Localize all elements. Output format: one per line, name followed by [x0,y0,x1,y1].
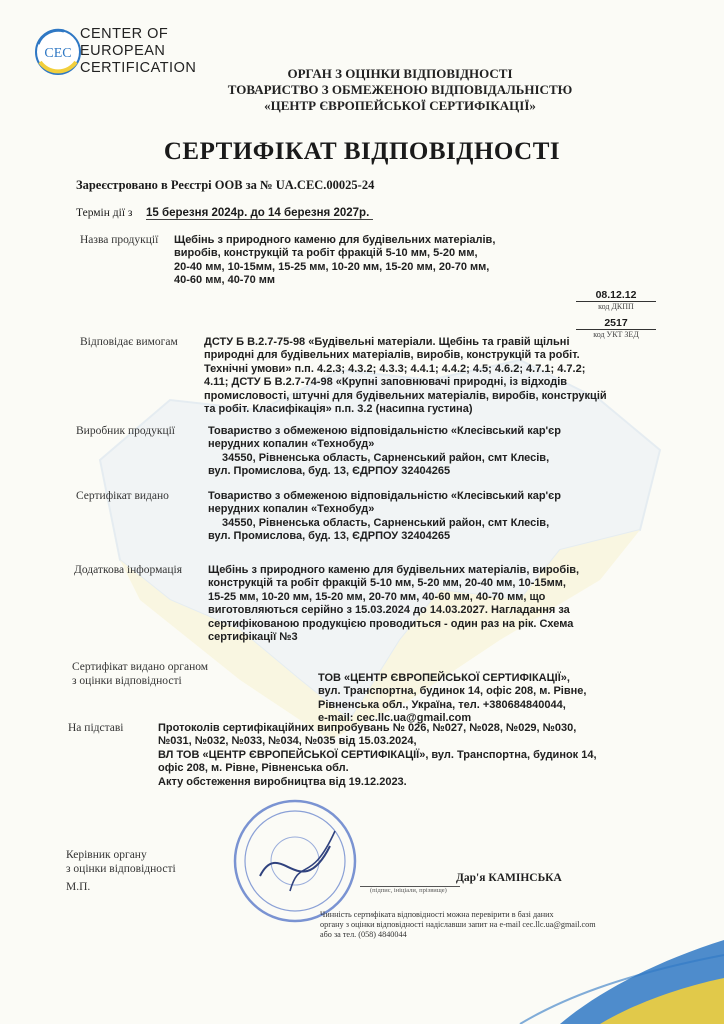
additional-label: Додаткова інформація [74,564,183,576]
term-value: 15 березня 2024р. до 14 березня 2027р. [146,207,373,220]
requirements-line: Технічні умови» п.п. 4.2.3; 4.3.2; 4.3.3; 4.4.1; 4.4.2; 4.5; 4.6.2; 4.7.1; 4.7.2; [204,362,586,375]
issuer-line: Рівненська обл., Україна, тел. +380684840044, [318,698,566,711]
requirements-line: промисловості, штучні для будівельних матеріалів, виробів, конструкцій [204,389,607,402]
note-line: або за тел. (058) 4840044 [320,930,407,939]
manufacturer-line: 34550, Рівненська область, Сарненський район, смт Клесів, [222,451,550,464]
term-label: Термін дії з [76,207,133,219]
org-line-2: ТОВАРИСТВО З ОБМЕЖЕНОЮ ВІДПОВІДАЛЬНІСТЮ [227,82,573,97]
mp-label: М.П. [66,881,91,893]
issued-to-text [208,490,668,544]
additional-line: сертифікованою продукцією проводиться - один раз на рік. Схема [208,617,574,630]
issued-to-line: нерудних копалин «Технобуд» [208,503,375,516]
additional-text [208,564,668,644]
manufacturer-line: Товариство з обмеженою відповідальністю «Клесівський кар'єр [208,425,561,437]
issuer-label-line: з оцінки відповідності [72,675,182,687]
verification-note [320,910,660,940]
additional-line: 15-25 мм, 10-20 мм, 15-20 мм, 20-70 мм, 40-60 мм, 40-70 мм, що [208,590,546,603]
registration-number: Зареєстровано в Реєстрі ООВ за № UA.CEC.00025-24 [76,178,375,192]
basis-line: ВЛ ТОВ «ЦЕНТР ЄВРОПЕЙСЬКОЇ СЕРТИФІКАЦІЇ», вул. Транспортна, будинок 14, [158,748,597,761]
product-line: 40-60 мм, 40-70 мм [174,274,276,287]
uktzed-code: 2517 [576,318,656,330]
issued-to-line: вул. Промислова, буд. 13, ЄДРПОУ 32404265 [208,530,451,543]
org-line-1: ОРГАН З ОЦІНКИ ВІДПОВІДНОСТІ [287,66,513,81]
additional-line: Щебінь з природного каменю для будівельних матеріалів, виробів, [208,564,580,576]
basis-line: Акту обстеження виробництва від 19.12.2023. [158,775,407,788]
issued-to-label: Сертифікат видано [76,490,169,502]
head-label-line: з оцінки відповідності [66,863,176,875]
org-line-3: «ЦЕНТР ЄВРОПЕЙСЬКОЇ СЕРТИФІКАЦІЇ» [264,98,536,113]
requirements-text [204,336,664,416]
additional-line: конструкцій та робіт фракцій 5-10 мм, 5-20 мм, 20-40 мм, 10-15мм, [208,577,566,590]
cec-logo-text [80,26,196,77]
manufacturer-line: вул. Промислова, буд. 13, ЄДРПОУ 32404265 [208,465,451,478]
product-line: Щебінь з природного каменю для будівельних матеріалів, [174,234,496,246]
note-line: органу з оцінки відповідності надіславши запит на e-mail cec.llc.ua@gmail.com [320,920,596,929]
svg-text:CEC: CEC [44,46,72,61]
basis-label: На підставі [68,722,124,734]
head-label-line: Керівник органу [66,849,147,861]
note-line: Чинність сертифіката відповідності можна перевірити в базі даних [320,910,554,919]
cec-emblem-icon [34,28,82,76]
dkpp-caption: код ДКПП [598,302,634,311]
product-label: Назва продукції [80,234,159,246]
requirements-label: Відповідає вимогам [80,336,178,348]
issued-to-line: Товариство з обмеженою відповідальністю «Клесівський кар'єр [208,490,561,502]
manufacturer-label: Виробник продукції [76,425,176,437]
requirements-line: ДСТУ Б В.2.7-75-98 «Будівельні матеріали. Щебінь та гравій щільні [204,336,570,348]
issuer-label-line: Сертифікат видано органом [72,661,209,673]
basis-line: №031, №032, №033, №034, №035 від 15.03.2024, [158,735,417,748]
logo-line-2: EUROPEAN [80,43,166,59]
head-name: Дар'я КАМІНСЬКА [456,872,562,884]
product-line: виробів, конструкцій та робіт фракцій 5-10 мм, 5-20 мм, [174,247,478,260]
dkpp-code: 08.12.12 [576,290,656,302]
additional-line: сертифікації №3 [208,631,298,644]
issuer-line: вул. Транспортна, будинок 14, офіс 208, м. Рівне, [318,685,587,698]
official-stamp [230,796,360,926]
logo-line-3: CERTIFICATION [80,60,197,76]
issuer-text [318,672,658,726]
logo-line-1: CENTER OF [80,26,169,42]
issued-to-line: 34550, Рівненська область, Сарненський район, смт Клесів, [222,516,550,529]
certificate-title: СЕРТИФІКАТ ВІДПОВІДНОСТІ [163,138,561,165]
issuer-line: e-mail: cec.llc.ua@gmail.com [318,712,472,725]
requirements-line: природні для будівельних матеріалів, виробів, конструкцій та робіт. [204,349,580,362]
issuer-label [72,660,208,688]
signature-caption: (підпис, ініціали, прізвище) [370,887,447,894]
org-header [180,66,620,114]
basis-text [158,722,658,789]
basis-line: офіс 208, м. Рівне, Рівненська обл. [158,762,349,775]
issuer-line: ТОВ «ЦЕНТР ЄВРОПЕЙСЬКОЇ СЕРТИФІКАЦІЇ», [318,672,570,684]
manufacturer-text [208,425,668,479]
requirements-line: 4.11; ДСТУ Б В.2.7-74-98 «Крупні заповнювачі природні, із відходів [204,376,568,389]
head-label [66,848,176,894]
manufacturer-line: нерудних копалин «Технобуд» [208,438,375,451]
uktzed-caption: код УКТ ЗЕД [593,330,639,339]
additional-line: виготовляються серійно з 15.03.2024 до 14.03.2027. Нагладання за [208,604,570,617]
product-line: 20-40 мм, 10-15мм, 15-25 мм, 10-20 мм, 15-20 мм, 20-70 мм, [174,260,490,273]
basis-line: Протоколів сертифікаційних випробувань № 026, №027, №028, №029, №030, [158,722,577,734]
requirements-line: та робіт. Класифікація» п.п. 3.2 (насипна густина) [204,403,473,416]
product-text [174,234,574,288]
